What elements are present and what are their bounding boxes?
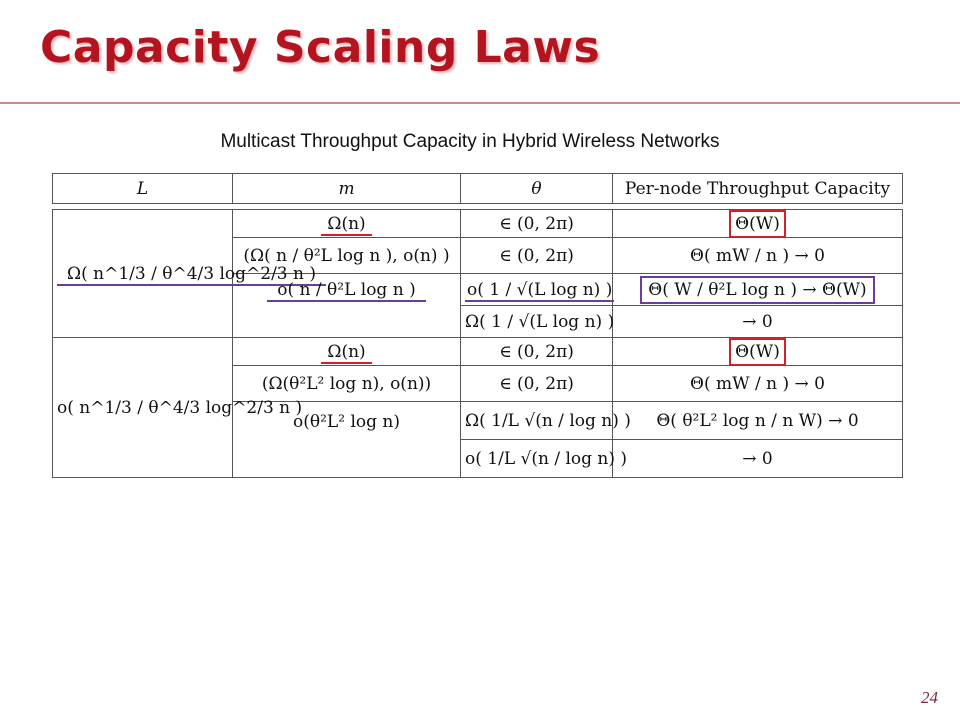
cell-capacity: Θ(W) [613, 338, 903, 366]
cell-theta: ∈ (0, 2π) [461, 366, 613, 402]
cell-capacity: → 0 [613, 306, 903, 338]
cell-theta: ∈ (0, 2π) [461, 338, 613, 366]
header-capacity: Per-node Throughput Capacity [613, 174, 903, 204]
capacity-table [52, 209, 903, 478]
cell-capacity: Θ( θ²L² log n / n W) → 0 [613, 402, 903, 440]
cell-theta: ∈ (0, 2π) [461, 210, 613, 238]
header-m: m [233, 174, 461, 204]
table-header [52, 173, 903, 204]
header-L: L [53, 174, 233, 204]
cell-theta: o( 1 / √(L log n) ) [461, 274, 613, 306]
cell-m: o( n / θ²L log n ) [233, 274, 461, 338]
cell-capacity: → 0 [613, 440, 903, 478]
cell-m: o(θ²L² log n) [233, 402, 461, 478]
table-row [53, 338, 903, 366]
slide-subtitle: Multicast Throughput Capacity in Hybrid Wireless Networks [220, 131, 720, 152]
cell-m: Ω(n) [233, 210, 461, 238]
slide-title: Capacity Scaling Laws [40, 22, 601, 73]
cell-theta: Ω( 1/L √(n / log n) ) [461, 402, 613, 440]
cell-theta: o( 1/L √(n / log n) ) [461, 440, 613, 478]
cell-m: (Ω(θ²L² log n), o(n)) [233, 366, 461, 402]
cell-m: Ω(n) [233, 338, 461, 366]
cell-capacity: Θ( mW / n ) → 0 [613, 238, 903, 274]
cell-capacity: Θ(W) [613, 210, 903, 238]
cell-L-group2: o( n^1/3 / θ^4/3 log^2/3 n ) [53, 338, 233, 478]
cell-theta: ∈ (0, 2π) [461, 238, 613, 274]
cell-L-group1: Ω( n^1/3 / θ^4/3 log^2/3 n ) [53, 210, 233, 338]
page-number: 24 [921, 688, 938, 707]
cell-capacity: Θ( mW / n ) → 0 [613, 366, 903, 402]
table-row [53, 210, 903, 238]
header-theta: θ [461, 174, 613, 204]
cell-theta: Ω( 1 / √(L log n) ) [461, 306, 613, 338]
cell-capacity: Θ( W / θ²L log n ) → Θ(W) [613, 274, 903, 306]
title-divider [0, 102, 960, 104]
cell-m: (Ω( n / θ²L log n ), o(n) ) [233, 238, 461, 274]
